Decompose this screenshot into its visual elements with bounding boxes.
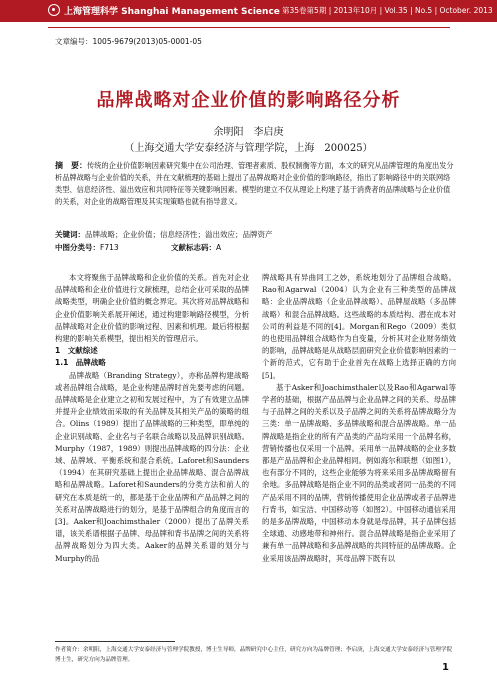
paper-authors: 余明阳 李启庚 bbox=[213, 127, 284, 138]
strategy-types-paragraph: 基于Asker和Joachimsthaler以及Rao和Agarwal等学者的基础，根据产品品牌与企业品牌之间的关系、母品牌与子品牌之间的关系以及子品牌之间的关系将品牌战略分为三类：单一品牌战略、多品牌战略和混合品牌战略。单一品牌战略是指企业的所有产品类的产品均采用一个品牌名称，营销传播也仅采用一个品牌。采用单一品牌战略的企业多数都是产品品牌和企业品牌相同。例如海尔和联想（如图1），也有部分不同的，这些企业能够为将来采用多品牌战略留有余地。多品牌战略是指企业不同的品类或者同一品类的不同产品采用不同的品牌，营销传播使用企业品牌或者子品牌进行背书，如宝洁、中国移动等（如图2）。中国移动通信采用的是多品牌战略，中国移动本身就是母品牌，其子品牌包括全球通、动感地带和神州行。混合品牌战略是指企业采用了兼有单一品牌战略和多品牌战略的共同特征的品牌战略。企业采用该品牌战略时，其母品牌下既有以 bbox=[262, 382, 456, 563]
doc-code-label: 文献标志码： bbox=[171, 243, 216, 252]
clc-value: F713 bbox=[100, 243, 119, 252]
header-divider bbox=[48, 27, 450, 28]
classification-line bbox=[55, 242, 222, 253]
journal-header-bar bbox=[0, 0, 497, 22]
keywords-label: 关键词： bbox=[55, 230, 85, 239]
author-affiliation: （上海交通大学安泰经济与管理学院，上海 200025） bbox=[124, 143, 373, 154]
section-heading-1: 1 文献综述 bbox=[55, 346, 98, 356]
intro-paragraph: 本文将聚焦于品牌战略和企业价值的关系。首先对企业品牌战略和企业价值进行文献梳理，总结企业可采取的品牌战略类型，明确企业价值的概念界定。其次将对品牌战略和企业价值影响关系展开阐述，通过构建影响路径模型，分析品牌战略对企业价值的影响过程、因素和机理。最后将根据构建的影响关系模型，提出相关的管理启示。 bbox=[55, 273, 249, 344]
issue-info: 第35卷第5期 | 2013年10月 | Vol.35 | No.5 | October. 2013 bbox=[282, 6, 493, 15]
page-number: 1 bbox=[442, 662, 449, 673]
author-footnote: 作者简介：余明阳，上海交通大学安泰经济与管理学院教授，博士生导师，品牌研究中心主任，研究方向为品牌管理；李启庚，上海交通大学安泰经济与管理学院博士生，研究方向为品牌管理。 bbox=[55, 647, 453, 663]
paper-title: 品牌战略对企业价值的影响路径分析 bbox=[96, 90, 401, 111]
continued-paragraph: 牌战略具有异曲同工之妙，系统地划分了品牌组合战略。Rao和Agarwal（2004）认为企业有三种类型的品牌战略：企业品牌战略（企业品牌战略）、品牌屋战略（多品牌战略）和混合品牌战略。这些战略的本质结构、潜在成本对公司的利益是不同的[4]。Morgan和Rego（2009）类似的也使用品牌组合战略作为自变量，分析其对企业财务绩效的影响，品牌战略是从战略层面研究企业价值影响因素的一个新的范式，它有助于企业首先在战略上选择正确的方向[5]。 bbox=[262, 273, 456, 380]
brand-strategy-paragraph: 品牌战略（Branding Strategy），亦称品牌构建战略或者品牌组合战略，是企业构建品牌时首先要考虑的问题。品牌战略是企业建立之初和发展过程中，为了有效建立品牌并提升企业绩效而采取的有关品牌及其相关产品的策略的组合。Olins（1989）提出了品牌战略的三种类型，即单纯的企业识别战略、企业名与子名联合战略以及品牌识别战略。Murphy（1987，1989）则提出品牌战略的四分法：企业域、品牌域、平衡系统和混合系统。Laforet和Saunders（1994）在其研究基础上提出企业品牌战略、混合品牌战略和品牌战略。Laforet和Saunders的分类方法和前人的研究在本质是统一的，都是基于企业品牌和产品品牌之间的关系对品牌战略进行的划分，是基于品牌组合的角度而言的[3]。Aaker和Joachimsthaler（2000）提出了品牌关系谱，该关系谱根据子品牌、母品牌和背书品牌之间的关系将品牌战略划分为四大类。Aaker的品牌关系谱的划分与Murphy的品 bbox=[55, 370, 249, 563]
abstract-label: 摘 要： bbox=[55, 161, 87, 170]
section-heading-1-1: 1.1 品牌战略 bbox=[55, 358, 106, 368]
doc-code-value: A bbox=[216, 243, 222, 252]
abstract-text: 传统的企业价值影响因素研究集中在公司治理、管理者素质、股权制衡等方面，本文的研究从品牌管理的角度出发分析品牌战略与企业价值的关系，并在文献梳理的基础上提出了品牌战略对企业价值的影响路径，指出了影响路径中的关联网络类型、信息经济性、溢出效应和共同特征等关键影响因素。模型的建立不仅从理论上构建了基于消费者的品牌战略与企业价值的关系，对企业的战略管理及其实现策略也就有指导意义。 bbox=[55, 161, 454, 206]
keywords-text: 品牌战略；企业价值；信息经济性；溢出效应；品牌资产 bbox=[85, 230, 273, 239]
footnote-divider bbox=[55, 641, 175, 642]
body-column-left bbox=[55, 272, 249, 565]
article-number: 文章编号：1005-9679(2013)05-0001-05 bbox=[55, 37, 202, 46]
journal-logo-icon bbox=[48, 4, 60, 16]
abstract bbox=[55, 160, 455, 208]
body-column-right bbox=[262, 272, 456, 565]
clc-label: 中图分类号： bbox=[55, 243, 100, 252]
journal-name: 上海管理科学 Shanghai Management Science bbox=[64, 7, 280, 17]
keywords bbox=[55, 229, 273, 240]
